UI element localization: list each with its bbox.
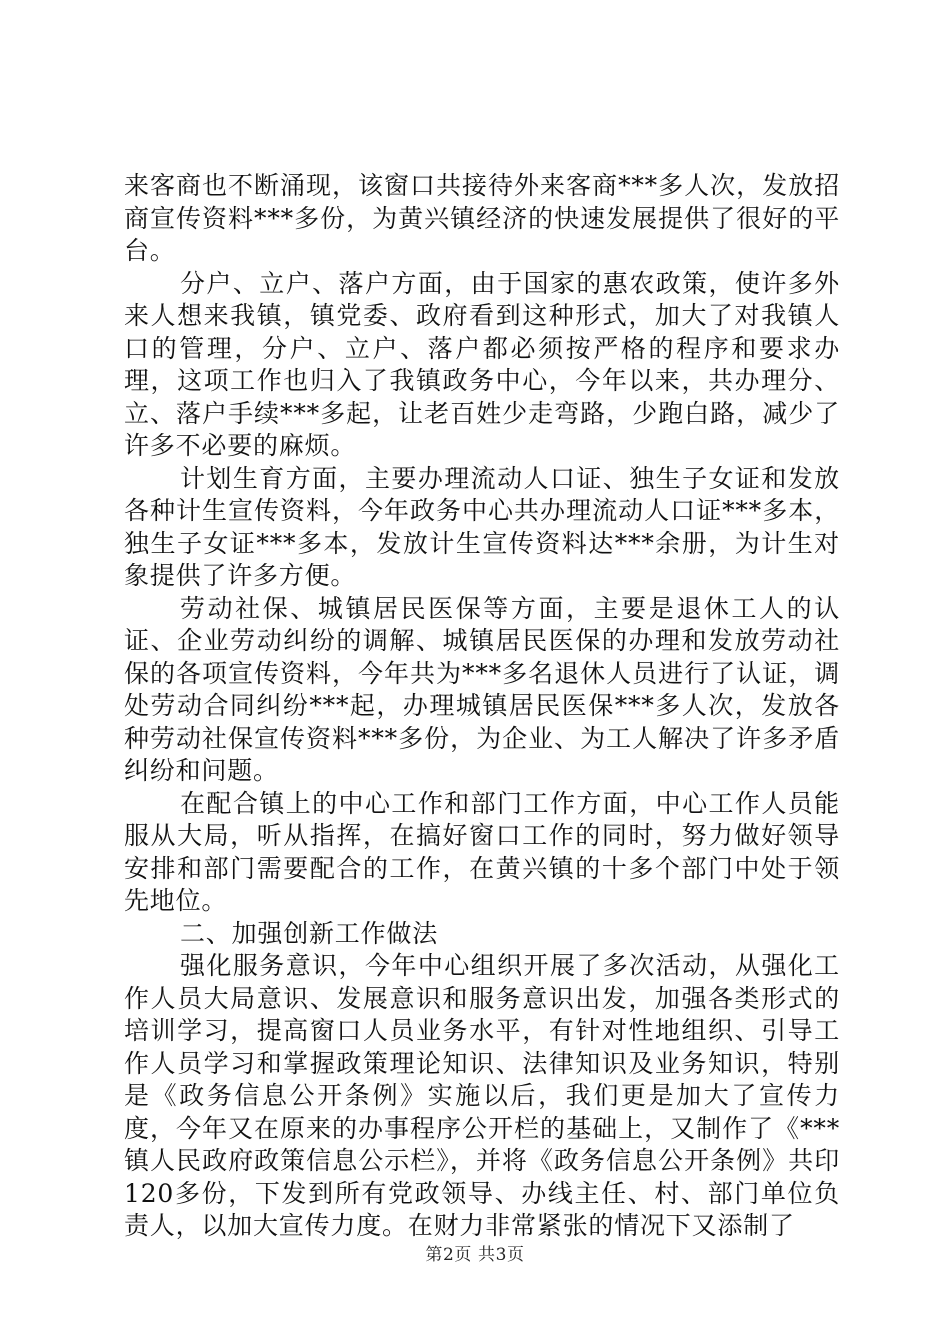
section-heading: 二、加强创新工作做法 <box>180 918 439 948</box>
paragraph-service-awareness: 强化服务意识，今年中心组织开展了多次活动，从强化工作人员大局意识、发展意识和服务意识出发，加强各类形式的培训学习，提高窗口人员业务水平，有针对性地组织、引导工作人员学习和掌握政策理论知识、法律知识及业务知识，特别是《政务信息公开条例》实施以后，我们更是加大了宣传力度，今年又在原来的办事程序公开栏的基础上，又制作了《***镇人民政府政策信息公示栏》，并将《政务信息公开条例》共印120多份，下发到所有党政领导、办线主任、村、部门单位负责人，以加大宣传力度。在财力非常紧张的情况下又添制了 <box>124 951 840 1240</box>
paragraph-continuation: 来客商也不断涌现，该窗口共接待外来客商***多人次，发放招商宣传资料***多份，为黄兴镇经济的快速发展提供了很好的平台。 <box>124 171 840 265</box>
paragraph-labor-social-security: 劳动社保、城镇居民医保等方面，主要是退休工人的认证、企业劳动纠纷的调解、城镇居民医保的办理和发放劳动社保的各项宣传资料，今年共为***多名退休人员进行了认证，调处劳动合同纠纷***起，办理城镇居民医保***多人次，发放各种劳动社保宣传资料***多份，为企业、为工人解决了许多矛盾纠纷和问题。 <box>124 593 840 785</box>
document-body <box>124 170 840 1243</box>
paragraph-household-registration: 分户、立户、落户方面，由于国家的惠农政策，使许多外来人想来我镇，镇党委、政府看到这种形式，加大了对我镇人口的管理，分户、立户、落户都必须按严格的程序和要求办理，这项工作也归入了我镇政务中心，今年以来，共办理分、立、落户手续***多起，让老百姓少走弯路，少跑白路，减少了许多不必要的麻烦。 <box>124 268 840 460</box>
paragraph-cooperation: 在配合镇上的中心工作和部门工作方面，中心工作人员能服从大局，听从指挥，在搞好窗口工作的同时，努力做好领导安排和部门需要配合的工作，在黄兴镇的十多个部门中处于领先地位。 <box>124 788 840 915</box>
page-number-footer: 第2页 共3页 <box>425 1245 525 1265</box>
paragraph-family-planning: 计划生育方面，主要办理流动人口证、独生子女证和发放各种计生宣传资料，今年政务中心共办理流动人口证***多本，独生子女证***多本，发放计生宣传资料达***余册，为计生对象提供了许多方便。 <box>124 463 840 590</box>
